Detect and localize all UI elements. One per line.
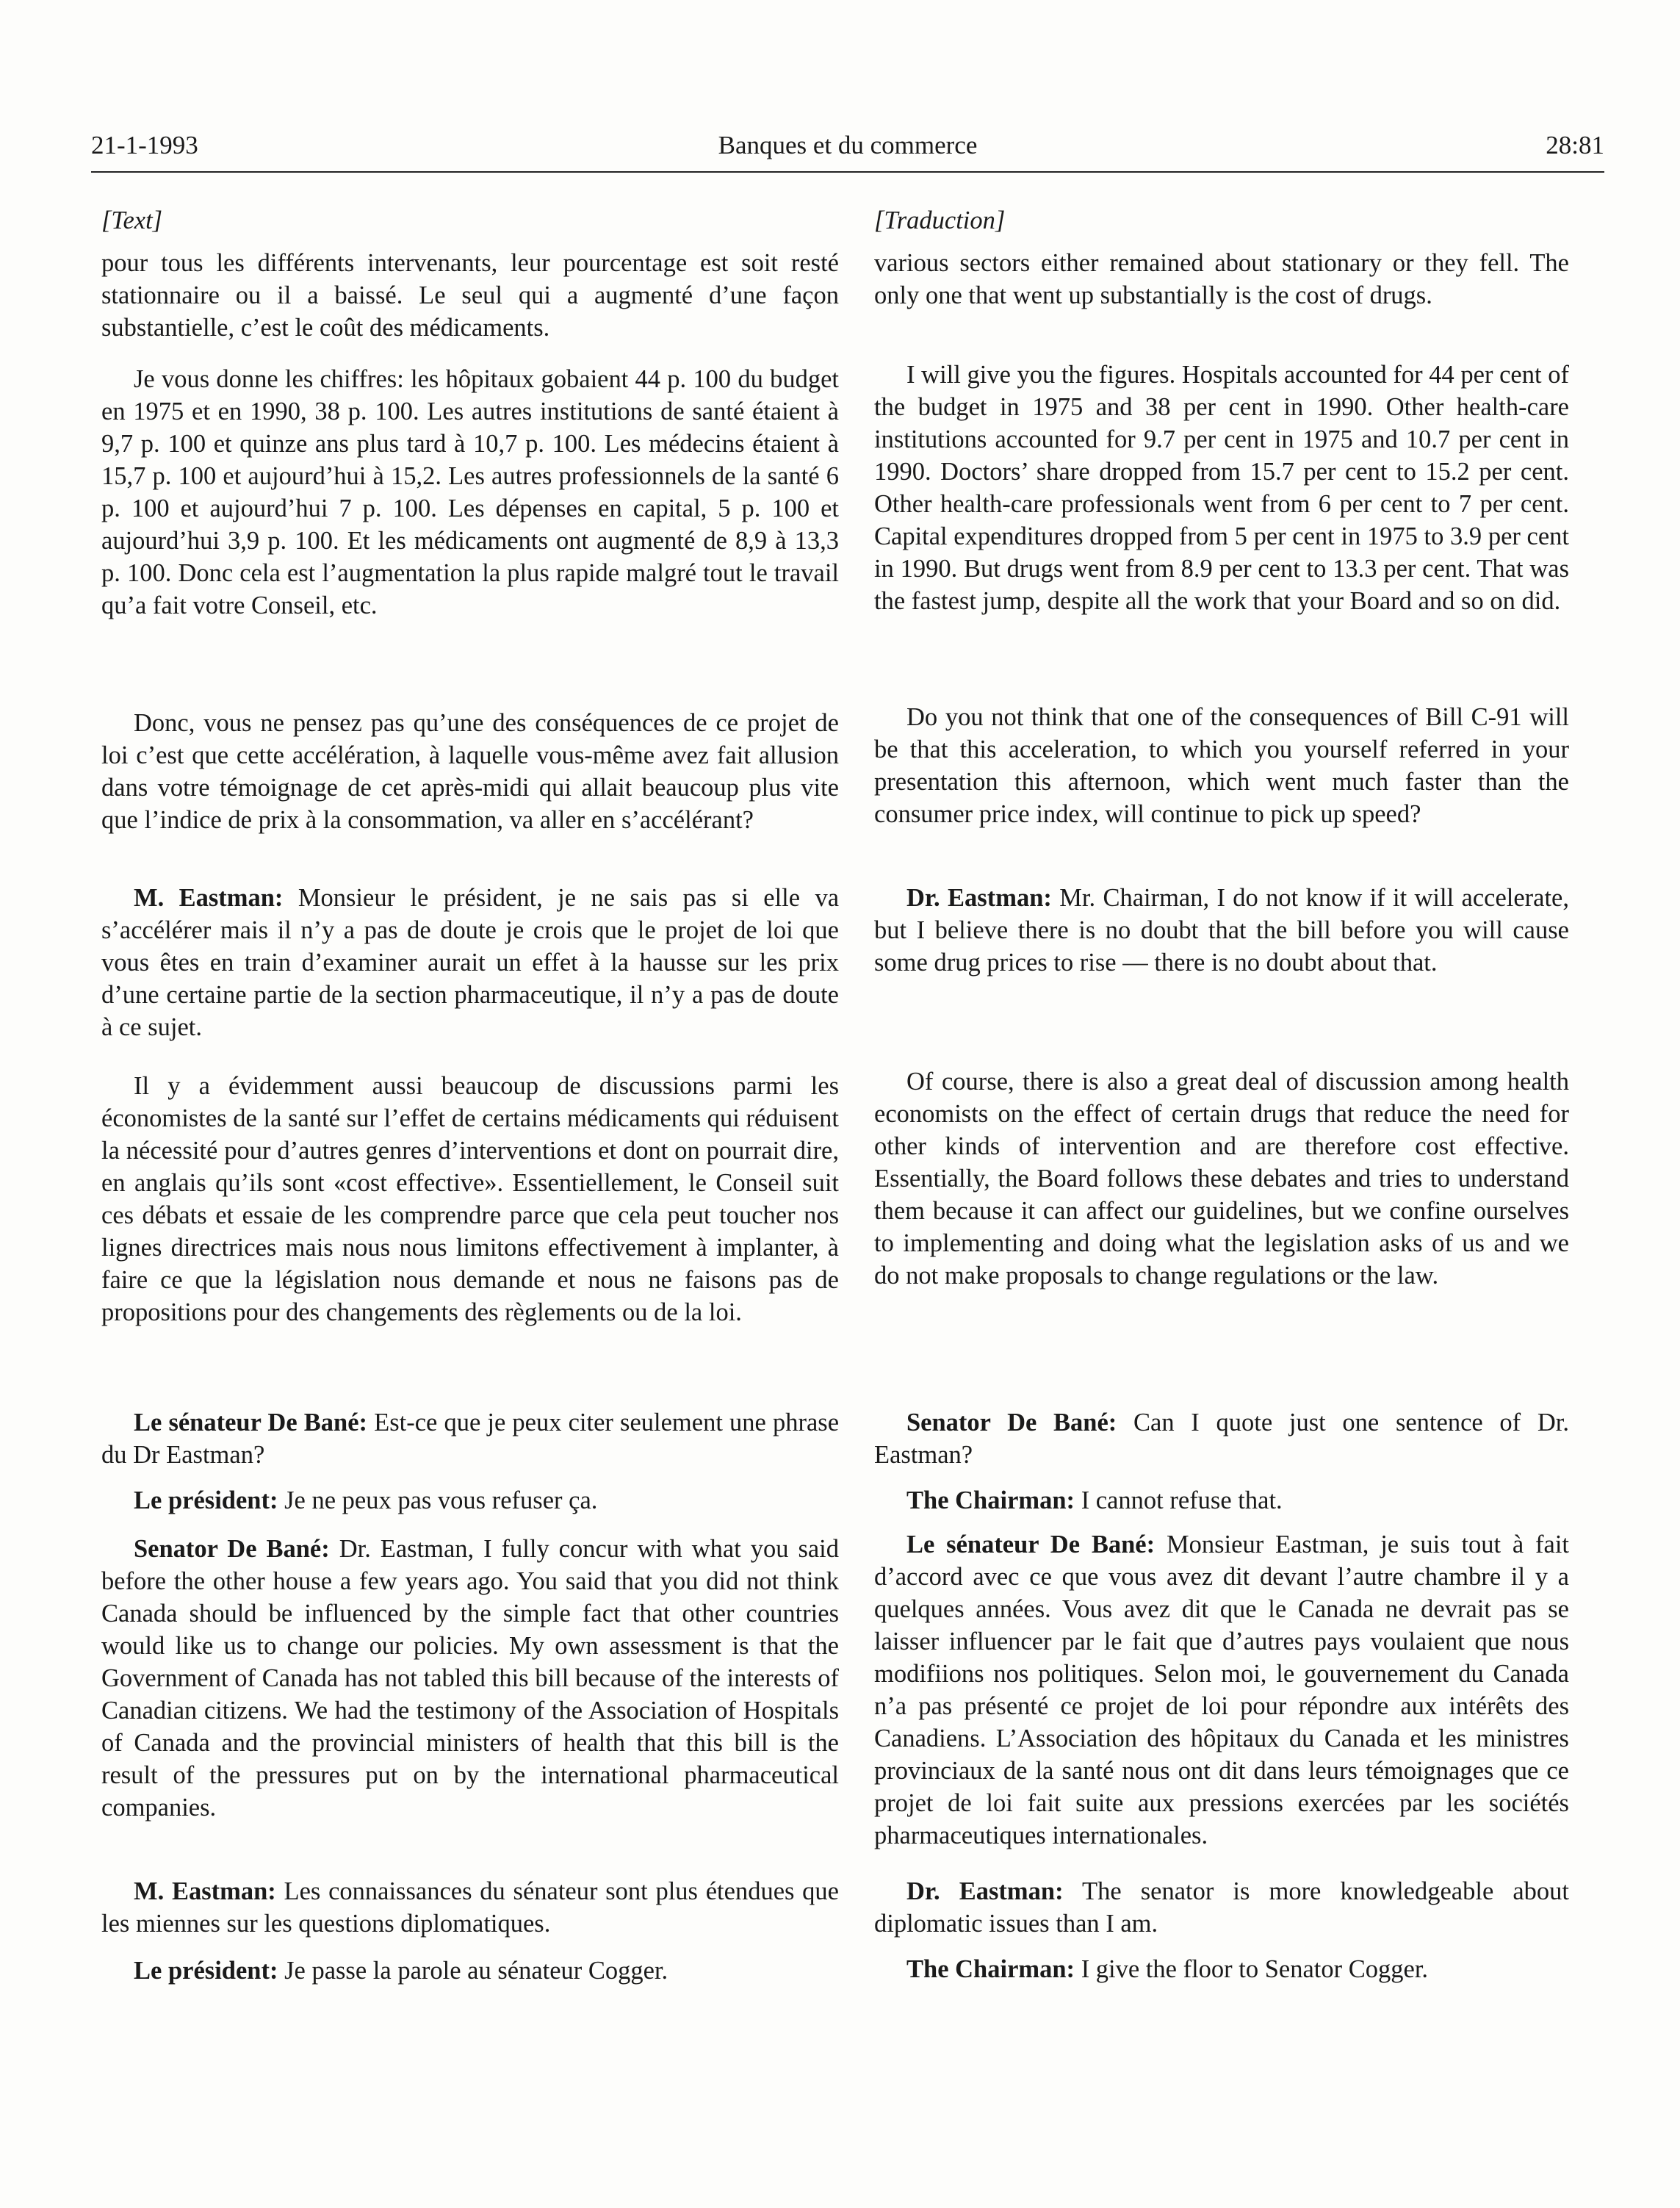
speaker-name: Senator De Bané: (906, 1409, 1117, 1436)
speaker-name: Le sénateur De Bané: (906, 1531, 1156, 1558)
speech-text: The senator is more knowledgeable about diplomatic issues than I am. (874, 1877, 1569, 1938)
right-paragraph-10 (874, 1953, 1569, 1985)
speech-text: Est-ce que je peux citer seulement une phrase du Dr Eastman? (101, 1409, 840, 1469)
speaker-name: Le président: (134, 1957, 278, 1985)
left-paragraph-9 (101, 1875, 839, 1940)
speech-text: Je ne peux pas vous refuser ça. (284, 1486, 598, 1514)
left-paragraph-1: pour tous les différents intervenants, leur pourcentage est soit resté stationnaire ou il a baissé. Le seul qui a augmenté d’une façon substantielle, c’est le coût des médicaments. (101, 249, 839, 342)
speech-text: Je passe la parole au sénateur Cogger. (284, 1957, 668, 1985)
left-paragraph-5: Il y a évidemment aussi beaucoup de discussions parmi les économistes de la santé sur l’effet de certains médicaments qui réduisent la nécessité pour d’autres genres d’interventions et dont on pourrait dire, en anglais qu’ils sont «cost effective». Essentiellement, le Conseil suit ces débats et essaie de les comprendre parce que cela peut toucher nos lignes directrices mais nous nous limitons effectivement à implanter, à faire ce que la législation nous demande et nous ne faisons pas de propositions pour des changements des règlements ou de la loi. (101, 1072, 839, 1326)
header-page-number: 28:81 (1546, 131, 1604, 159)
speech-text: Monsieur le président, je ne sais pas si elle va s’accélérer mais il n’y a pas de doute je crois que le projet de loi que vous êtes en train d’examiner aurait un effet à la hausse sur les prix d’une certaine partie de la section pharmaceutique, il n’y a pas de doute à ce sujet. (101, 884, 840, 1041)
speaker-name: Dr. Eastman: (906, 884, 1052, 912)
left-paragraph-7 (101, 1484, 839, 1517)
speech-text: Can I quote just one sentence of Dr. Eastman? (874, 1409, 1570, 1469)
left-paragraph-2: Je vous donne les chiffres: les hôpitaux gobaient 44 p. 100 du budget en 1975 et en 1990, 38 p. 100. Les autres institutions de santé étaient à 9,7 p. 100 et quinze ans plus tard à 10,7 p. 100. Les médecins étaient à 15,7 p. 100 et aujourd’hui à 15,2. Les autres professionnels de la santé 6 p. 100 et aujourd’hui 7 p. 100. Les dépenses en capital, 5 p. 100 et aujourd’hui 3,9 p. 100. Et les médicaments ont augmenté de 8,9 à 13,3 p. 100. Donc cela est l’augmentation la plus rapide malgré tout le travail qu’a fait votre Conseil, etc. (101, 365, 839, 619)
speaker-name: M. Eastman: (134, 1877, 276, 1905)
speech-text: I cannot refuse that. (1081, 1486, 1283, 1514)
left-paragraph-3: Donc, vous ne pensez pas qu’une des conséquences de ce projet de loi c’est que cette accélération, à laquelle vous-même avez fait allusion dans votre témoignage de cet après-midi qui allait beaucoup plus vite que l’indice de prix à la consommation, va aller en s’accélérant? (101, 709, 839, 834)
right-paragraph-2: I will give you the figures. Hospitals accounted for 44 per cent of the budget in 1975 and 38 per cent in 1990. Other health-care institutions accounted for 9.7 per cent in 1975 and 10.7 per cent in 1990. Doctors’ share dropped from 15.7 per cent to 15.2 per cent. Other health-care professionals went from 6 per cent to 7 per cent. Capital expenditures dropped from 5 per cent in 1975 to 3.9 per cent in 1990. But drugs went from 8.9 per cent to 13.3 per cent. That was the fastest jump, despite all the work that your Board and so on did. (874, 361, 1569, 615)
speech-text: Dr. Eastman, I fully concur with what you said before the other house a few years ago. You said that you did not think Canada should be influenced by the simple fact that other countries would like us to change our policies. My own assessment is that the Government of Canada has not tabled this bill because of the interests of Canadian citizens. We had the testimony of the Association of Hospitals of Canada and the provincial ministers of health that this bill is the result of the pressures put on by the international pharmaceutical companies. (101, 1535, 840, 1822)
right-section-label: [Traduction] (874, 206, 1006, 234)
speech-text: Les connaissances du sénateur sont plus étendues que les miennes sur les questions diplomatiques. (101, 1877, 839, 1938)
speaker-name: Dr. Eastman: (906, 1877, 1064, 1905)
left-paragraph-4 (101, 882, 839, 1043)
right-paragraph-7 (874, 1484, 1569, 1517)
speaker-name: M. Eastman: (134, 884, 284, 912)
right-paragraph-9 (874, 1875, 1569, 1940)
speaker-name: Le président: (134, 1486, 278, 1514)
right-paragraph-8 (874, 1528, 1569, 1852)
speech-text: I give the floor to Senator Cogger. (1081, 1955, 1429, 1983)
left-paragraph-6 (101, 1406, 839, 1471)
speaker-name: Le sénateur De Bané: (134, 1409, 368, 1436)
right-paragraph-4 (874, 882, 1569, 979)
speaker-name: Senator De Bané: (134, 1535, 330, 1563)
speaker-name: The Chairman: (906, 1955, 1075, 1983)
speaker-name: The Chairman: (906, 1486, 1075, 1514)
header-rule (91, 171, 1604, 173)
speech-text: Mr. Chairman, I do not know if it will accelerate, but I believe there is no doubt that the bill before you will cause some drug prices to rise — there is no doubt about that. (874, 884, 1569, 977)
header-date: 21-1-1993 (91, 131, 198, 159)
left-paragraph-8 (101, 1533, 839, 1824)
right-paragraph-3: Do you not think that one of the consequences of Bill C-91 will be that this acceleration, to which you yourself referred in your presentation this afternoon, which went much faster than the consumer price index, will continue to pick up speed? (874, 703, 1569, 828)
right-paragraph-5: Of course, there is also a great deal of discussion among health economists on the effect of certain drugs that reduce the need for other kinds of intervention and are therefore cost effective. Essentially, the Board follows these debates and tries to understand them because it can affect our guidelines, but we confine ourselves to implementing and doing what the legislation asks of us and we do not make proposals to change regulations or the law. (874, 1068, 1569, 1290)
left-paragraph-10 (101, 1955, 839, 1987)
speech-text: Monsieur Eastman, je suis tout à fait d’accord avec ce que vous avez dit devant l’autre chambre il y a quelques années. Vous avez dit que le Canada ne devrait pas se laisser influencer par le fait que d’autres pays voulaient que nous modifiions nos politiques. Selon moi, le gouvernement du Canada n’a pas présenté ce projet de loi pour répondre aux intérêts des Canadiens. L’Association des hôpitaux du Canada et les ministres provinciaux de la santé nous ont dit dans leurs témoignages que ce projet de loi fait suite aux pressions exercées par les sociétés pharmaceutiques internationales. (874, 1531, 1570, 1849)
running-header (91, 125, 1604, 169)
header-title: Banques et du commerce (718, 131, 978, 159)
right-paragraph-1: various sectors either remained about stationary or they fell. The only one that went up substantially is the cost of drugs. (874, 249, 1569, 309)
left-section-label: [Text] (101, 206, 163, 234)
right-paragraph-6 (874, 1406, 1569, 1471)
